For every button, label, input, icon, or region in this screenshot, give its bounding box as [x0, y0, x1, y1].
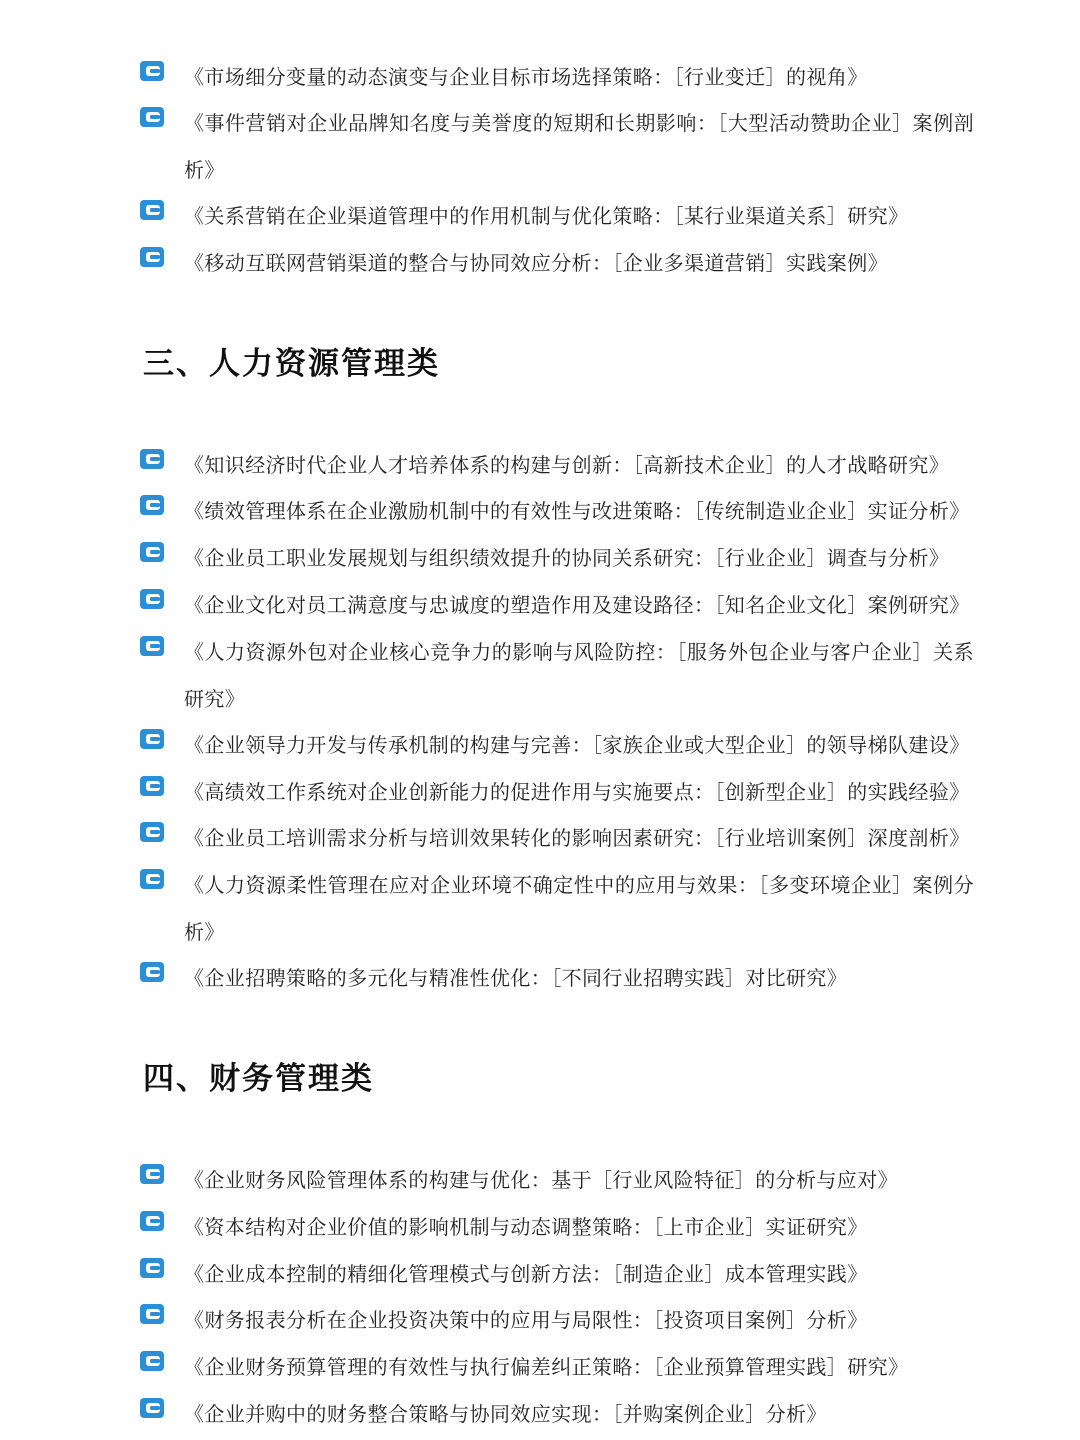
- list-item-text: 《企业招聘策略的多元化与精准性优化：［不同行业招聘实践］对比研究》: [184, 966, 848, 990]
- list-item-text: 《高绩效工作系统对企业创新能力的促进作用与实施要点：［创新型企业］的实践经验》: [184, 780, 970, 804]
- list-item-text: 《企业员工职业发展规划与组织绩效提升的协同关系研究：［行业企业］调查与分析》: [184, 546, 950, 570]
- list-item-text: 《资本结构对企业价值的影响机制与动态调整策略：［上市企业］实证研究》: [184, 1215, 868, 1239]
- bookmark-tab-icon: [140, 1398, 164, 1418]
- list-item-text: 《人力资源柔性管理在应对企业环境不确定性中的应用与效果：［多变环境企业］案例分析》: [184, 873, 974, 944]
- section-heading: 三、人力资源管理类: [143, 346, 440, 382]
- bookmark-tab-icon: [140, 589, 164, 609]
- bookmark-tab-icon: [140, 869, 164, 889]
- list-item-text: 《企业并购中的财务整合策略与协同效应实现：［并购案例企业］分析》: [184, 1402, 827, 1426]
- list-item-text: 《绩效管理体系在企业激励机制中的有效性与改进策略：［传统制造业企业］实证分析》: [184, 499, 970, 523]
- list-item-text: 《企业财务预算管理的有效性与执行偏差纠正策略：［企业预算管理实践］研究》: [184, 1355, 909, 1379]
- list-item-text: 《事件营销对企业品牌知名度与美誉度的短期和长期影响：［大型活动赞助企业］案例剖析》: [184, 111, 974, 182]
- bookmark-tab-icon: [140, 1258, 164, 1278]
- list-item-text: 《移动互联网营销渠道的整合与协同效应分析：［企业多渠道营销］实践案例》: [184, 251, 888, 275]
- list-item-text: 《市场细分变量的动态演变与企业目标市场选择策略：［行业变迁］的视角》: [184, 65, 868, 89]
- list-item-text: 《人力资源外包对企业核心竞争力的影响与风险防控：［服务外包企业与客户企业］关系研究》: [184, 640, 974, 711]
- list-item-text: 《关系营销在企业渠道管理中的作用机制与优化策略：［某行业渠道关系］研究》: [184, 204, 909, 228]
- bookmark-tab-icon: [140, 1164, 164, 1184]
- bookmark-tab-icon: [140, 1211, 164, 1231]
- bookmark-tab-icon: [140, 636, 164, 656]
- bookmark-tab-icon: [140, 729, 164, 749]
- list-item-text: 《企业员工培训需求分析与培训效果转化的影响因素研究：［行业培训案例］深度剖析》: [184, 826, 970, 850]
- bookmark-tab-icon: [140, 61, 164, 81]
- bookmark-tab-icon: [140, 449, 164, 469]
- bookmark-tab-icon: [140, 1351, 164, 1371]
- bookmark-tab-icon: [140, 542, 164, 562]
- bookmark-tab-icon: [140, 107, 164, 127]
- bookmark-tab-icon: [140, 200, 164, 220]
- list-item-text: 《企业文化对员工满意度与忠诚度的塑造作用及建设路径：［知名企业文化］案例研究》: [184, 593, 970, 617]
- list-item-text: 《企业成本控制的精细化管理模式与创新方法：［制造企业］成本管理实践》: [184, 1262, 868, 1286]
- bookmark-tab-icon: [140, 776, 164, 796]
- bookmark-tab-icon: [140, 247, 164, 267]
- list-item-text: 《知识经济时代企业人才培养体系的构建与创新：［高新技术企业］的人才战略研究》: [184, 453, 950, 477]
- bookmark-tab-icon: [140, 1304, 164, 1324]
- list-item-text: 《财务报表分析在企业投资决策中的应用与局限性：［投资项目案例］分析》: [184, 1308, 868, 1332]
- list-item-text: 《企业领导力开发与传承机制的构建与完善：［家族企业或大型企业］的领导梯队建设》: [184, 733, 970, 757]
- bookmark-tab-icon: [140, 822, 164, 842]
- list-item-text: 《企业财务风险管理体系的构建与优化：基于［行业风险特征］的分析与应对》: [184, 1168, 898, 1192]
- bookmark-tab-icon: [140, 962, 164, 982]
- bookmark-tab-icon: [140, 495, 164, 515]
- section-heading: 四、财务管理类: [143, 1061, 374, 1097]
